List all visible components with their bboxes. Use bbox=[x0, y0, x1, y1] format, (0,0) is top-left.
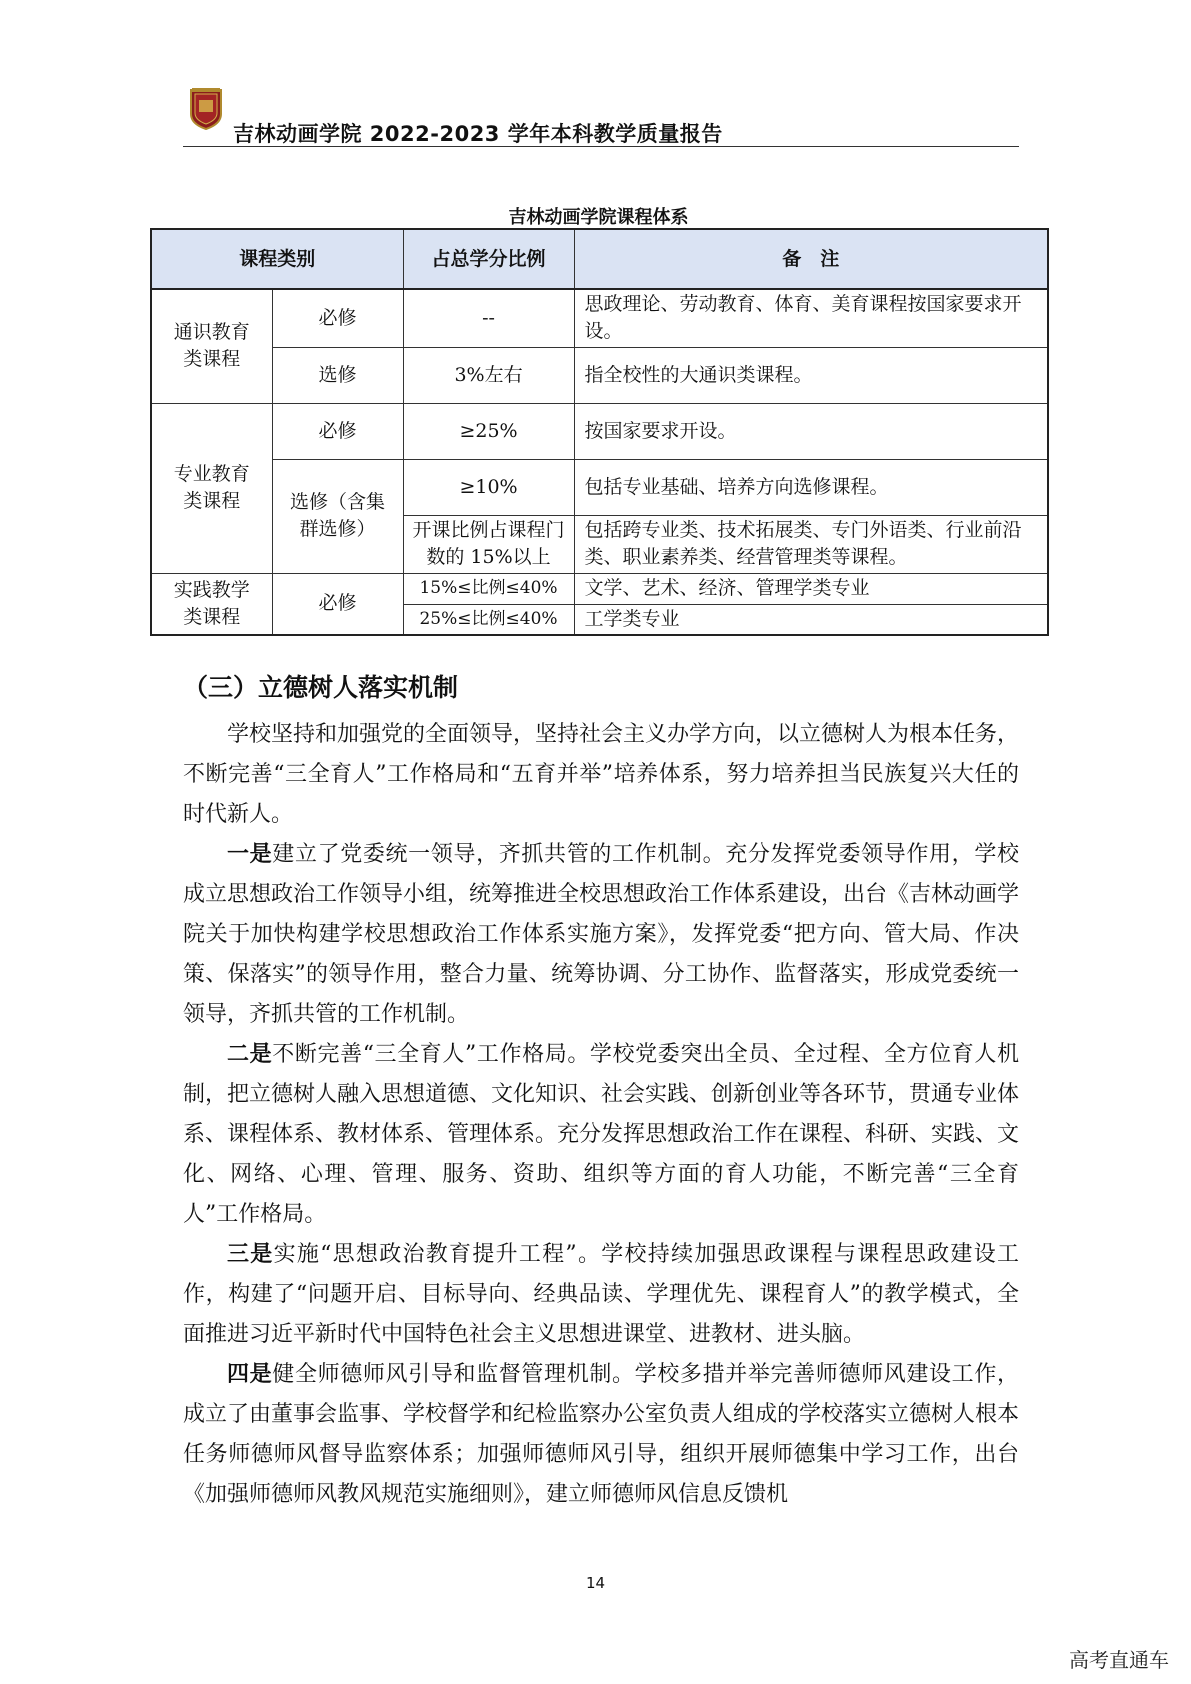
remark: 工学类专业 bbox=[574, 604, 1048, 635]
credit-ratio: 15%≤比例≤40% bbox=[403, 573, 574, 604]
course-type: 选修（含集群选修） bbox=[272, 459, 403, 573]
point-text: 不断完善“三全育人”工作格局。学校党委突出全员、全过程、全方位育人机制，把立德树人融入思想道德、文化知识、社会实践、创新创业等各环节，贯通专业体系、课程体系、教材体系、管理体系。充分发挥思想政治工作在课程、科研、实践、文化、网络、心理、管理、服务、资助、组织等方面的育人功能，不断完善“三全育人”工作格局。 bbox=[183, 1042, 1020, 1227]
report-title: 吉林动画学院 2022-2023 学年本科教学质量报告 bbox=[233, 122, 723, 146]
credit-ratio: 开课比例占课程门数的 15%以上 bbox=[403, 515, 574, 573]
group-general: 通识教育类课程 bbox=[151, 289, 272, 403]
credit-ratio: ≥10% bbox=[403, 459, 574, 515]
course-type: 必修 bbox=[272, 403, 403, 459]
page-number: 14 bbox=[585, 1574, 606, 1592]
point-text: 实施“思想政治教育提升工程”。学校持续加强思政课程与课程思政建设工作，构建了“问题开启、目标导向、经典品读、学理优先、课程育人”的教学模式，全面推进习近平新时代中国特色社会主义思想进课堂、进教材、进头脑。 bbox=[183, 1242, 1019, 1347]
remark: 按国家要求开设。 bbox=[574, 403, 1048, 459]
point-text: 健全师德师风引导和监督管理机制。学校多措并举完善师德师风建设工作，成立了由董事会监事、学校督学和纪检监察办公室负责人组成的学校落实立德树人根本任务师德师风督导监察体系；加强师德师风引导，组织开展师德集中学习工作，出台《加强师德师风教风规范实施细则》，建立师德师风信息反馈机 bbox=[183, 1362, 1020, 1507]
credit-ratio: 25%≤比例≤40% bbox=[403, 604, 574, 635]
remark: 文学、艺术、经济、管理学类专业 bbox=[574, 573, 1048, 604]
credit-ratio: -- bbox=[403, 289, 574, 347]
section-heading: （三）立德树人落实机制 bbox=[183, 673, 459, 702]
intro-paragraph: 学校坚持和加强党的全面领导，坚持社会主义办学方向，以立德树人为根本任务，不断完善“三全育人”工作格局和“五育并举”培养体系，努力培养担当民族复兴大任的时代新人。 bbox=[183, 722, 1020, 827]
column-header-category: 课程类别 bbox=[151, 229, 403, 289]
page-header bbox=[183, 86, 1019, 147]
table-row bbox=[151, 289, 1048, 347]
point-lead: 四是 bbox=[227, 1362, 273, 1387]
point-lead: 二是 bbox=[227, 1042, 273, 1067]
point-paragraph-3 bbox=[183, 1235, 1019, 1355]
course-type: 必修 bbox=[272, 289, 403, 347]
course-type: 必修 bbox=[272, 573, 403, 635]
group-major: 专业教育类课程 bbox=[151, 403, 272, 573]
point-paragraph-1 bbox=[183, 835, 1019, 1035]
credit-ratio: 3%左右 bbox=[403, 347, 574, 403]
table-row bbox=[151, 347, 1048, 403]
section-body bbox=[183, 715, 1019, 1515]
group-practice: 实践教学类课程 bbox=[151, 573, 272, 635]
table-row bbox=[151, 573, 1048, 604]
credit-ratio: ≥25% bbox=[403, 403, 574, 459]
table-row bbox=[151, 459, 1048, 515]
table-row bbox=[151, 403, 1048, 459]
column-header-remark: 备 注 bbox=[574, 229, 1048, 289]
course-type: 选修 bbox=[272, 347, 403, 403]
remark: 包括跨专业类、技术拓展类、专门外语类、行业前沿类、职业素养类、经营管理类等课程。 bbox=[574, 515, 1048, 573]
remark: 包括专业基础、培养方向选修课程。 bbox=[574, 459, 1048, 515]
point-paragraph-2 bbox=[183, 1035, 1019, 1235]
table-header-row bbox=[151, 229, 1048, 289]
school-logo-icon bbox=[189, 86, 223, 130]
remark: 指全校性的大通识类课程。 bbox=[574, 347, 1048, 403]
point-lead: 三是 bbox=[227, 1242, 274, 1267]
point-paragraph-4 bbox=[183, 1355, 1019, 1515]
point-lead: 一是 bbox=[227, 842, 273, 867]
course-system-table bbox=[150, 228, 1049, 636]
table-caption: 吉林动画学院课程体系 bbox=[508, 207, 689, 228]
watermark-text: 高考直通车 bbox=[1069, 1648, 1169, 1672]
point-text: 建立了党委统一领导，齐抓共管的工作机制。充分发挥党委领导作用，学校成立思想政治工作领导小组，统筹推进全校思想政治工作体系建设，出台《吉林动画学院关于加快构建学校思想政治工作体系实施方案》，发挥党委“把方向、管大局、作决策、保落实”的领导作用，整合力量、统筹协调、分工协作、监督落实，形成党委统一领导，齐抓共管的工作机制。 bbox=[183, 842, 1020, 1027]
remark: 思政理论、劳动教育、体育、美育课程按国家要求开设。 bbox=[574, 289, 1048, 347]
column-header-ratio: 占总学分比例 bbox=[403, 229, 574, 289]
